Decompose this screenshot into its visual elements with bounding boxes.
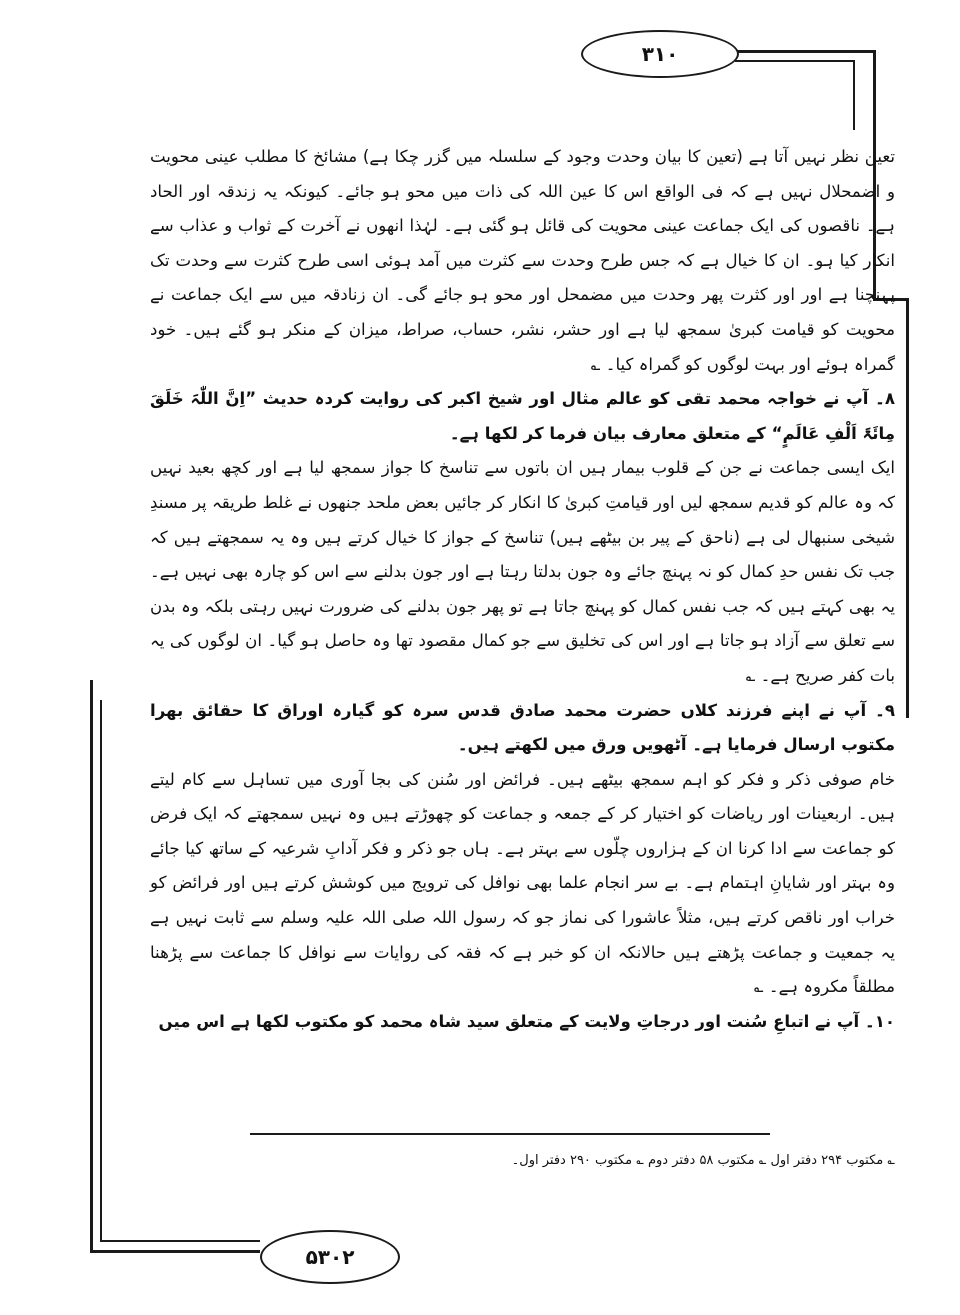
frame-top-line	[735, 50, 875, 53]
paragraph-2-heading: ۸۔ آپ نے خواجہ محمد تقی کو عالم مثال اور شیخ اکبر کی روایت کردہ حدیث ”اِنَّ اللّٰہَ خَلَقَ مِائَۃَ اَلْفِ عَالَمٍ“ کے متعلق معارف بیان فرما کر لکھا ہے۔	[150, 389, 895, 443]
frame-right-inner	[853, 60, 855, 130]
main-text	[150, 140, 895, 1039]
frame-right-outer-2	[906, 300, 909, 718]
frame-top-line-inner	[735, 60, 855, 62]
paragraph-3: ایک ایسی جماعت نے جن کے قلوب بیمار ہیں ان باتوں سے تناسخ کا جواز سمجھ لیا ہے اور کچھ بعید نہیں کہ وہ عالم کو قدیم سمجھ لیں اور قیامتِ کبریٰ کا انکار کر جائیں بعض ملحد جنھوں نے غلط طریقہ پر مسندِ شیخی سنبھال لی ہے (ناحق کے پیر بن بیٹھے ہیں) تناسخ کے جواز کا خیال کرتے ہیں وہ یہ سمجھتے ہیں کہ جب تک نفس حدِ کمال کو نہ پہنچ جائے وہ جون بدلتا رہتا ہے اور جون بدلنے سے اس کو چارہ بھی نہیں ہے۔ یہ بھی کہتے ہیں کہ جب نفس کمال کو پہنچ جاتا ہے تو پھر جون بدلنے کی ضرورت نہیں رہتی بلکہ وہ بدن سے تعلق سے آزاد ہو جاتا ہے اور اس کی تخلیق سے جو کمال مقصود تھا وہ حاصل ہو گیا۔ ان لوگوں کی یہ بات کفر صریح ہے۔ ؎	[150, 458, 895, 685]
paragraph-4-heading: ۹۔ آپ نے اپنے فرزند کلاں حضرت محمد صادق قدس سرہ کو گیارہ اوراق کا حقائق بھرا مکتوب ارسال فرمایا ہے۔ آٹھویں ورق میں لکھتے ہیں۔	[150, 700, 895, 755]
frame-left-vertical-inner	[100, 700, 102, 1240]
paragraph-5: خام صوفی ذکر و فکر کو اہم سمجھ بیٹھے ہیں۔ فرائض اور سُنن کی بجا آوری میں تساہل سے کام لیتے ہیں۔ اربعینات اور ریاضات کو اختیار کر کے جمعہ و جماعت کو چھوڑتے ہیں وہ نہیں سمجھتے کہ ایک فرض کو جماعت سے ادا کرنا ان کے ہزاروں چلّوں سے بہتر ہے۔ ہاں جو ذکر و فکر آدابِ شرعیہ کے ساتھ کیا جائے وہ بہتر اور شایانِ اہتمام ہے۔ بے سر انجام علما بھی نوافل کی ترویج میں کوشش کرتے ہیں اور فرائض کو خراب اور ناقص کرتے ہیں، مثلاً عاشورا کی نماز جو کہ رسول اللہ صلی اللہ علیہ وسلم سے ثابت نہیں ہے یہ جمعیت و جماعت پڑھتے ہیں حالانکہ ان کو خبر ہے کہ فقہ کی روایات سے نوافل کا جماعت سے پڑھنا مطلقاً مکروہ ہے۔ ؎	[150, 769, 895, 997]
page-number-top: ۳۱۰	[581, 30, 739, 78]
frame-left-vertical	[90, 680, 93, 1250]
frame-bottom-line	[90, 1250, 260, 1253]
footnotes: ؎ مکتوب ۲۹۴ دفتر اول ؎ مکتوب ۵۸ دفتر دوم ؎ مکتوب ۲۹۰ دفتر اول۔	[511, 1153, 895, 1168]
paragraph-6-heading: ۱۰۔ آپ نے اتباعِ سُنت اور درجاتِ ولایت کے متعلق سید شاہ محمد کو مکتوب لکھا ہے اس میں	[158, 1011, 895, 1031]
paragraph-1: تعین نظر نہیں آتا ہے (تعین کا بیان وحدت وجود کے سلسلہ میں گزر چکا ہے) مشائخ کا مطلب عینی محویت و اضمحلال نہیں ہے کہ فی الواقع اس کا عین اللہ کی ذات میں محو ہو جائے۔ کیونکہ یہ زندقہ اور الحاد ہے۔ ناقصوں کی ایک جماعت عینی محویت کی قائل ہو گئی ہے۔ لہٰذا انھوں نے آخرت کے ثواب و عذاب سے انکار کیا ہو۔ ان کا خیال ہے کہ جس طرح وحدت سے کثرت میں آمد ہوئی اسی طرح کثرت سے وحدت تک پہنچنا ہے اور اور کثرت پھر وحدت میں مضمحل اور محو ہو جائے گی۔ ان زنادقہ میں سے ایک جماعت نے محویت کو قیامت کبریٰ سمجھ لیا ہے اور حشر، نشر، حساب، صراط، میزان کے منکر ہو گئے ہیں۔ خود گمراہ ہوئے اور بہت لوگوں کو گمراہ کیا۔ ؎	[150, 147, 895, 374]
footnote-separator	[250, 1133, 770, 1135]
page-number-bottom: ۵۳۰۲	[260, 1230, 400, 1284]
frame-bottom-line-inner	[100, 1240, 260, 1242]
